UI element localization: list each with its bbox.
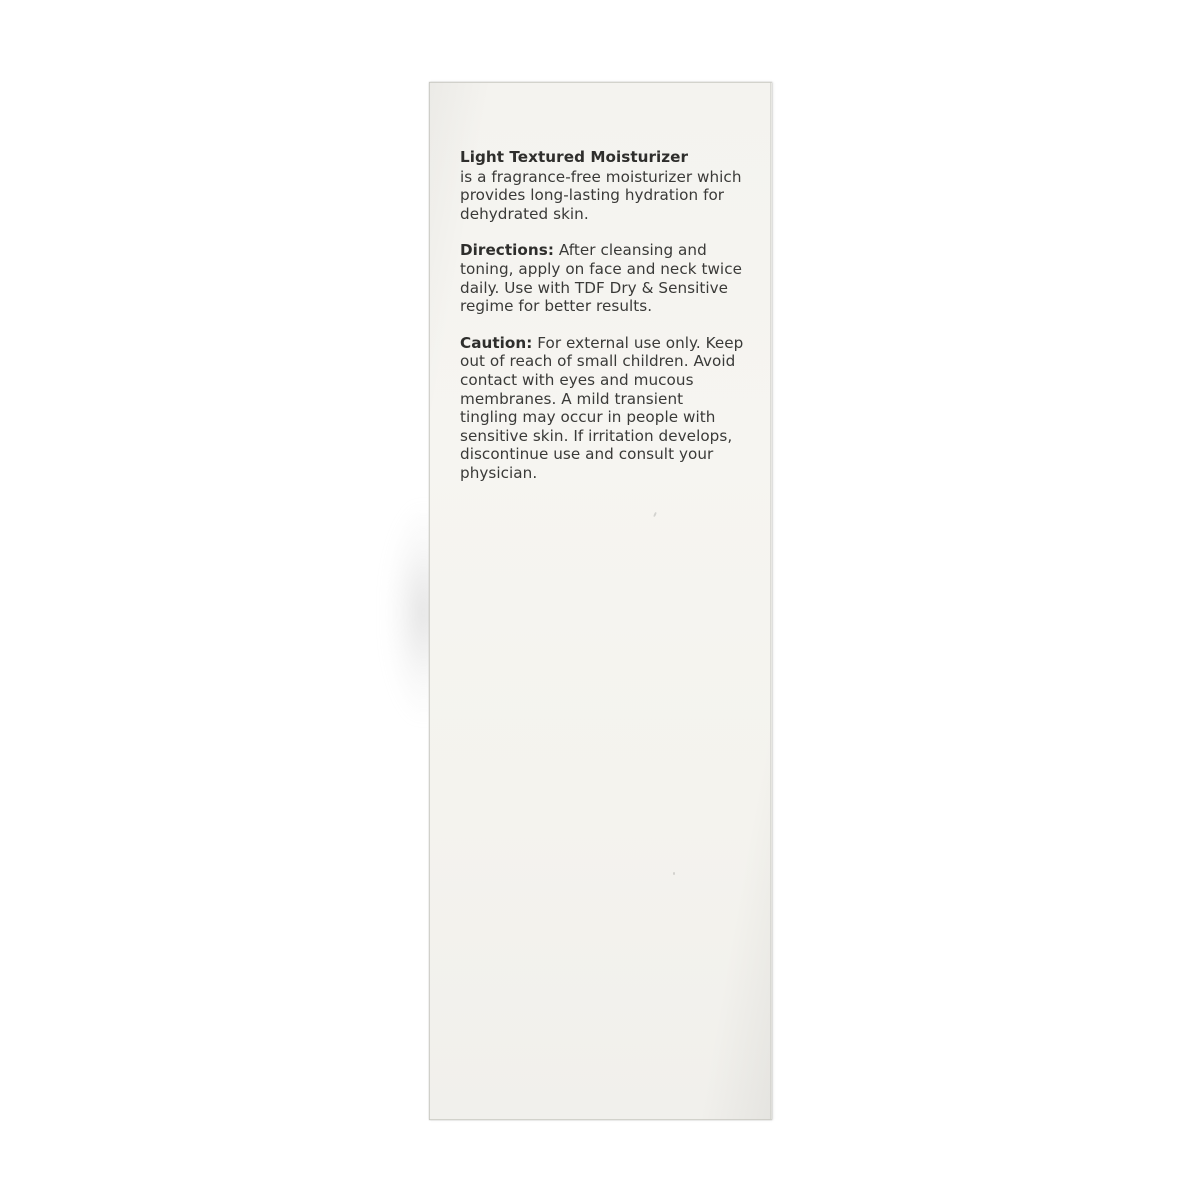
caution-paragraph (460, 334, 745, 483)
carton-bottom-edge (429, 1119, 772, 1120)
directions-paragraph (460, 241, 745, 315)
caution-label: Caution: (460, 333, 533, 352)
paper-speck (673, 872, 675, 875)
carton-top-edge (429, 82, 772, 83)
product-carton (429, 82, 772, 1120)
product-description: is a fragrance-free moisturizer which provides long-lasting hydration for dehydrated skin. (460, 167, 742, 223)
product-name: Light Textured Moisturizer (460, 148, 689, 166)
directions-label: Directions: (460, 241, 554, 260)
carton-back-label (460, 148, 745, 483)
directions-text: After cleansing and toning, apply on face and neck twice daily. Use with TDF Dry & Sensitive regime for better results. (460, 241, 742, 316)
paper-speck (653, 512, 657, 517)
product-description-paragraph (460, 148, 745, 223)
caution-text: For external use only. Keep out of reach of small children. Avoid contact with eyes and mucous membranes. A mild transient tingling may occur in people with sensitive skin. If irritation develops, discontinue use and consult your physician. (460, 333, 744, 482)
